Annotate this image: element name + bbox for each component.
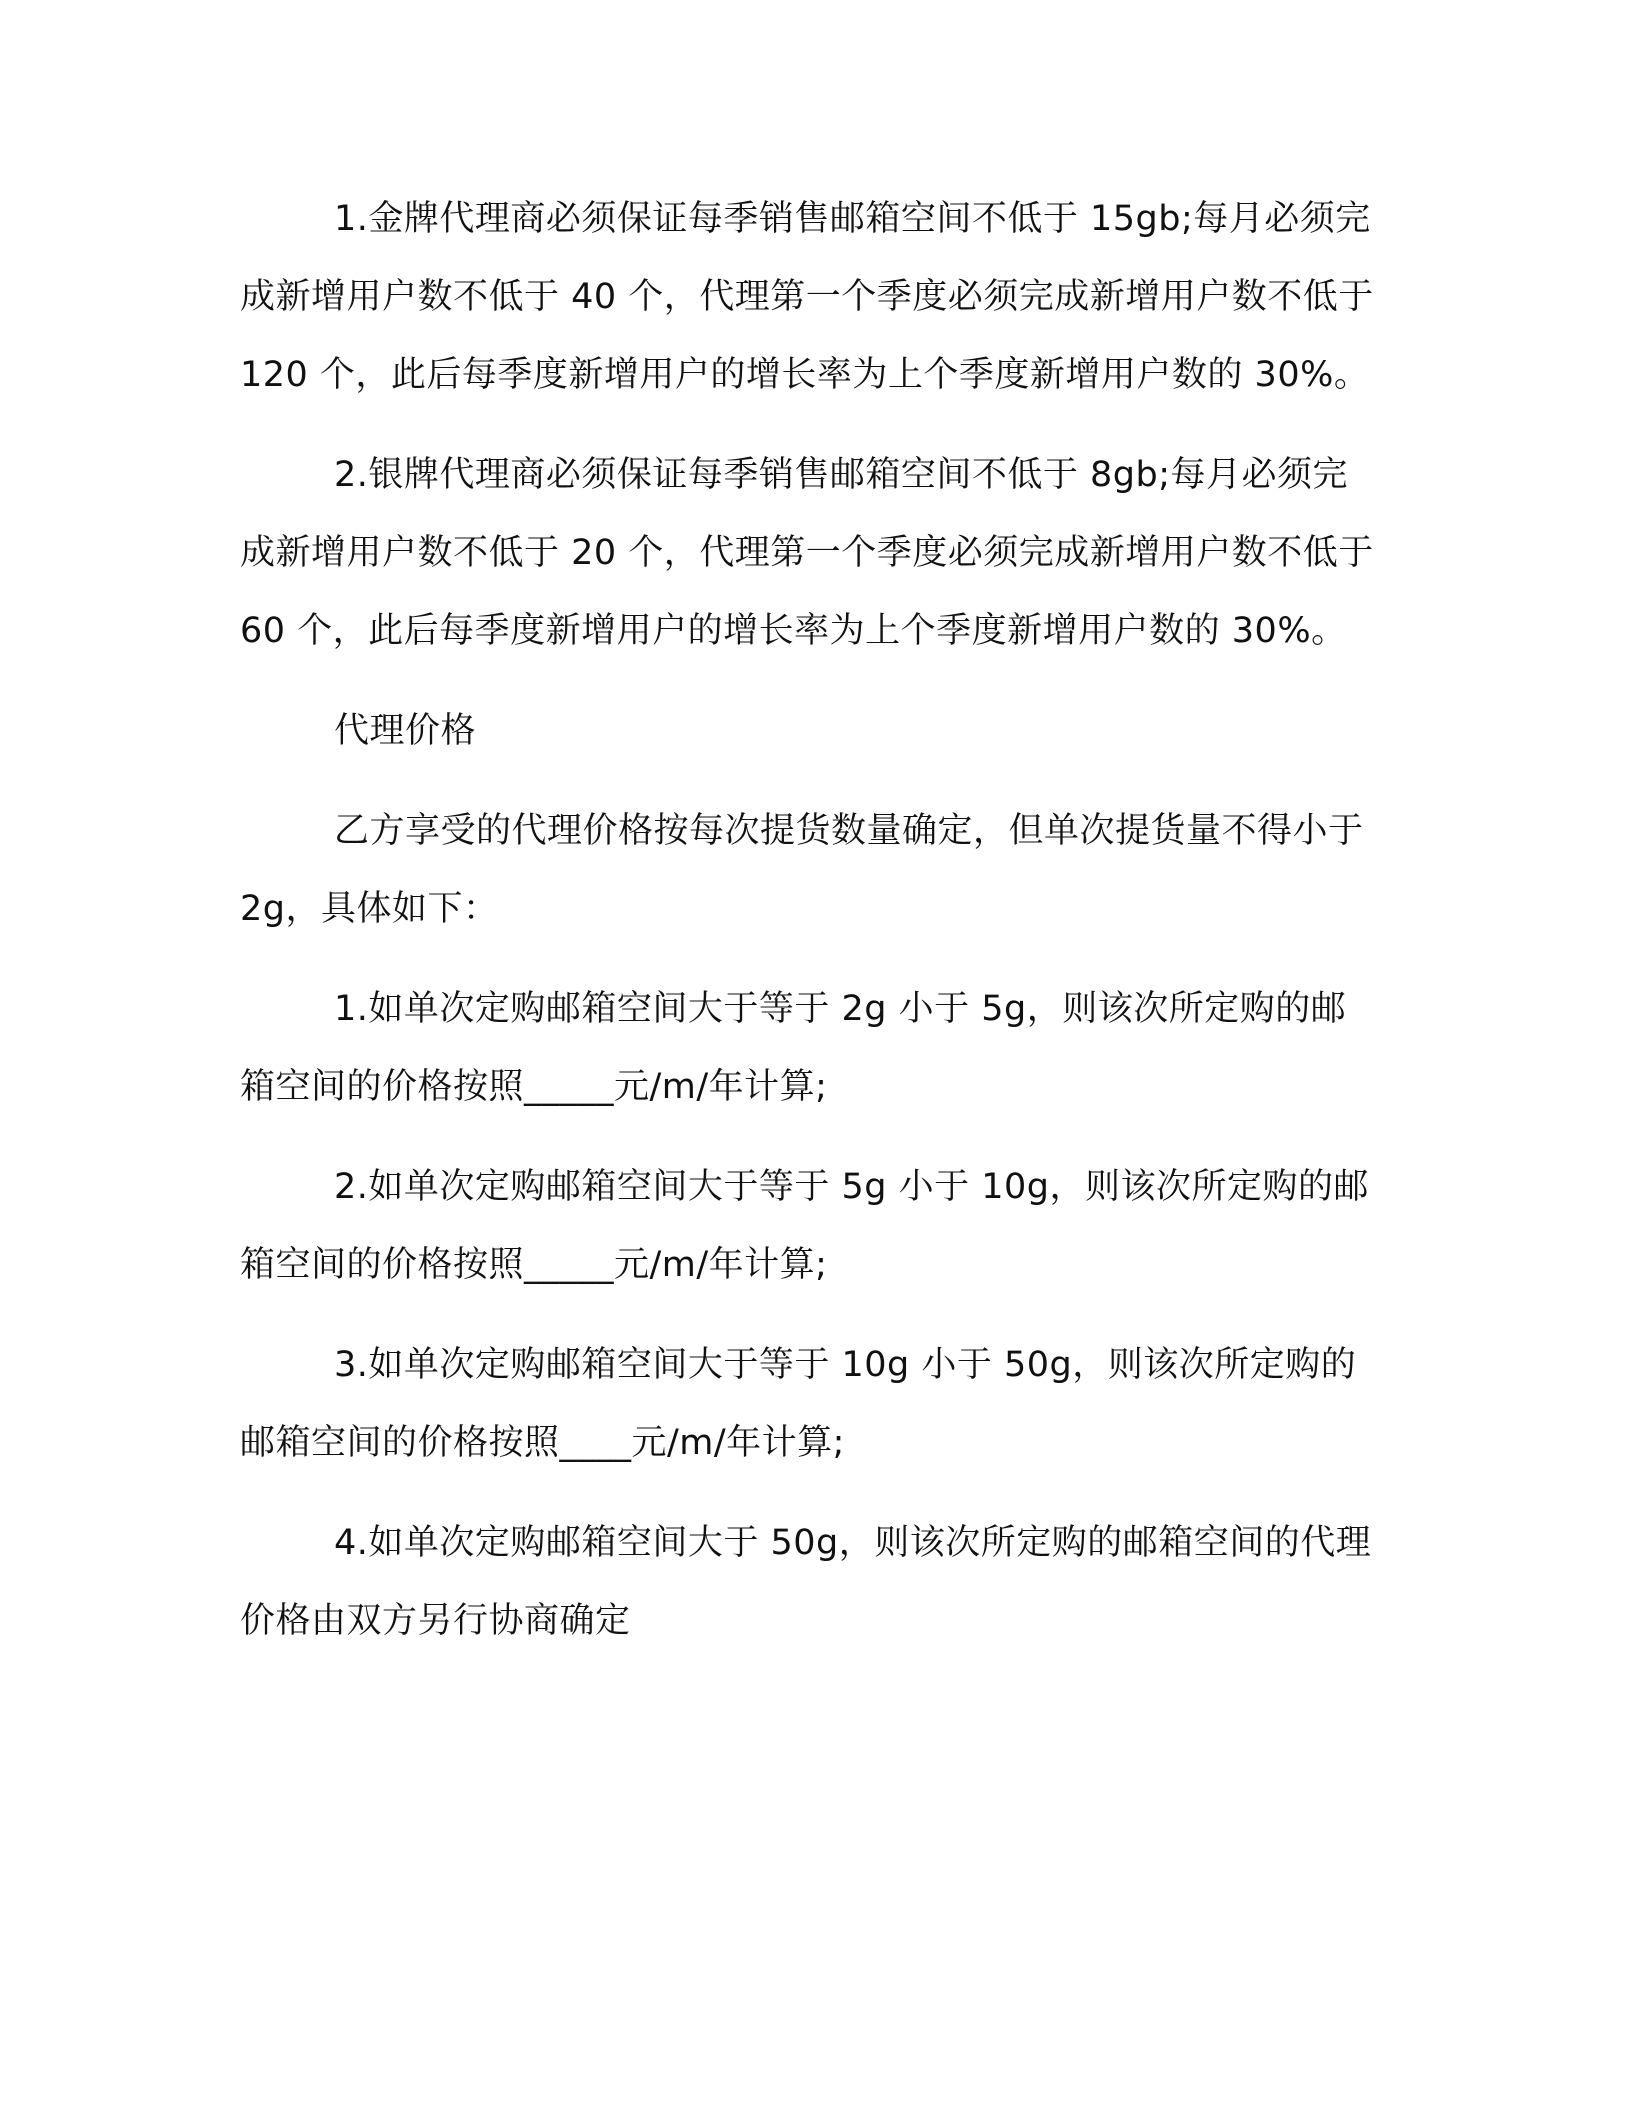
price-tier-3-paragraph: 3.如单次定购邮箱空间大于等于 10g 小于 50g，则该次所定购的邮箱空间的价格按照____元/m/年计算; [240,1345,1357,1463]
price-tier-1-paragraph: 1.如单次定购邮箱空间大于等于 2g 小于 5g，则该次所定购的邮箱空间的价格按照_____元/m/年计算; [240,989,1347,1107]
agent-price-heading: 代理价格 [334,711,477,751]
price-tier-2-paragraph: 2.如单次定购邮箱空间大于等于 5g 小于 10g，则该次所定购的邮箱空间的价格按照_____元/m/年计算; [240,1167,1370,1285]
document-body [240,180,1380,1660]
silver-agent-requirement-paragraph: 2.银牌代理商必须保证每季销售邮箱空间不低于 8gb;每月必须完成新增用户数不低于 20 个，代理第一个季度必须完成新增用户数不低于 60 个，此后每季度新增用户的增长率为上个季度新增用户数的 30%。 [240,455,1374,651]
price-intro-paragraph: 乙方享受的代理价格按每次提货数量确定，但单次提货量不得小于 2g，具体如下： [240,811,1364,929]
gold-agent-requirement-paragraph: 1.金牌代理商必须保证每季销售邮箱空间不低于 15gb;每月必须完成新增用户数不低于 40 个，代理第一个季度必须完成新增用户数不低于 120 个，此后每季度新增用户的增长率为上个季度新增用户数的 30%。 [240,199,1374,395]
price-tier-4-paragraph: 4.如单次定购邮箱空间大于 50g，则该次所定购的邮箱空间的代理价格由双方另行协商确定 [240,1523,1372,1641]
